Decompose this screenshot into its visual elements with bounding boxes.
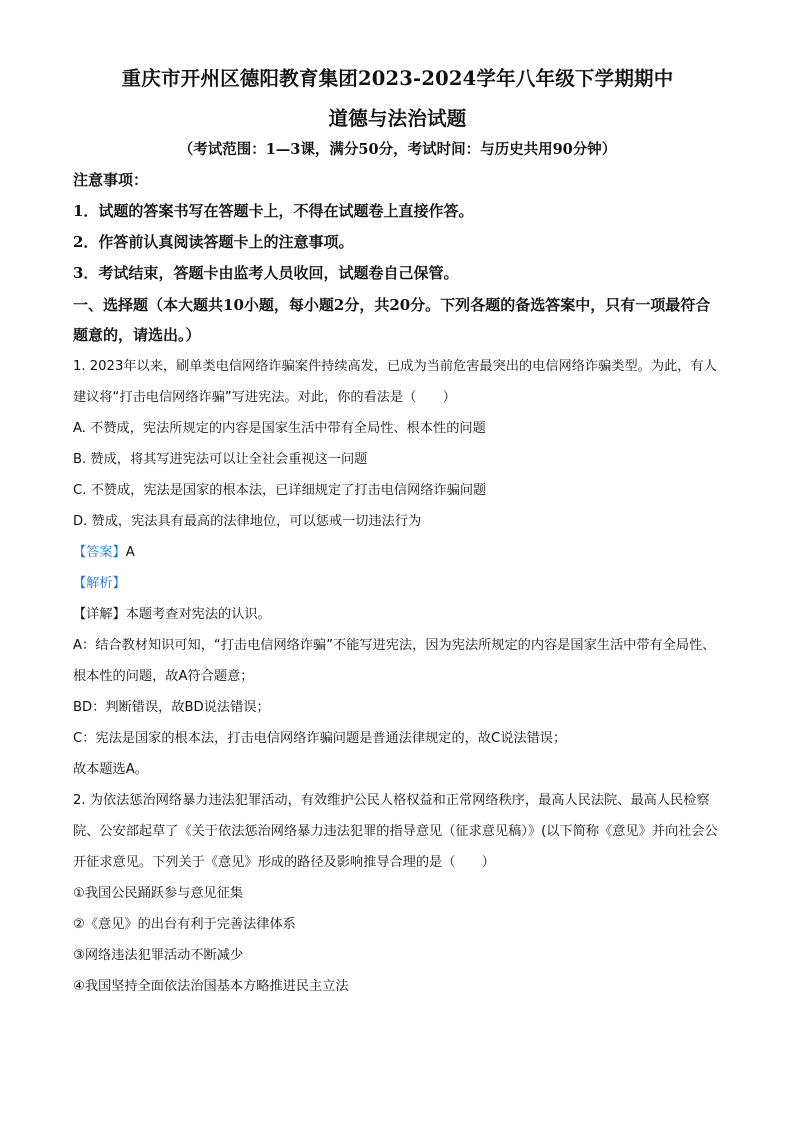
notice-heading: 注意事项：	[73, 171, 149, 189]
question-1-analysis	[73, 568, 722, 599]
exam-subtitle: （考试范围：1—3课，满分50分，考试时间：与历史共用90分钟）	[178, 141, 617, 158]
detail-intro: 本题考查对宪法的认识。	[125, 607, 271, 622]
detail-line: BD：判断错误，故BD说法错误；	[73, 700, 270, 715]
question-2-stem: 2. 为依法惩治网络暴力违法犯罪活动，有效维护公民人格权益和正常网络秩序，最高人民法院、最高人民检察院、公安部起草了《关于依法惩治网络暴力违法犯罪的指导意见（征求意见稿）》(以下简称《意见》并向社会公开征求意见。下列关于《意见》形成的路径及影响推导合理的是（ ）	[73, 793, 718, 870]
detail-line: 故本题选A。	[73, 762, 148, 777]
analysis-tag: 【解析】	[73, 576, 126, 591]
question-1-answer	[73, 537, 722, 568]
section-heading-choice: 一、选择题（本大题共10小题，每小题2分，共20分。下列各题的备选答案中，只有一项最符合题意的，请选出。）	[73, 296, 711, 344]
question-2-item: ①我国公民踊跃参与意见征集	[73, 886, 244, 901]
detail-line: C：宪法是国家的根本法，打击电信网络诈骗问题是普通法律规定的，故C说法错误；	[73, 731, 567, 746]
answer-value: A	[125, 545, 135, 560]
question-2-item: ③网络违法犯罪活动不断减少	[73, 948, 244, 963]
question-1-detail	[73, 599, 722, 630]
question-1-option-c: C. 不赞成，宪法是国家的根本法，已详细规定了打击电信网络诈骗问题	[73, 483, 487, 498]
answer-tag: 【答案】	[73, 545, 126, 560]
exam-title-line1: 重庆市开州区德阳教育集团2023-2024学年八年级下学期期中	[121, 67, 674, 90]
question-2-item: ②《意见》的出台有利于完善法律体系	[73, 917, 296, 932]
detail-line: A：结合教材知识可知，“打击电信网络诈骗”不能写进宪法，因为宪法所规定的内容是国家生活中带有全局性、根本性的问题，故A符合题意；	[73, 638, 716, 684]
question-2-item: ④我国坚持全面依法治国基本方略推进民主立法	[73, 979, 349, 994]
question-1-option-a: A. 不赞成，宪法所规定的内容是国家生活中带有全局性、根本性的问题	[73, 421, 486, 436]
question-1-option-d: D. 赞成，宪法具有最高的法律地位，可以惩戒一切违法行为	[73, 514, 422, 529]
exam-title-line2: 道德与法治试题	[328, 107, 467, 130]
detail-tag: 【详解】	[73, 607, 126, 622]
question-1-option-b: B. 赞成，将其写进宪法可以让全社会重视这一问题	[73, 452, 368, 467]
notice-item: 2．作答前认真阅读答题卡上的注意事项。	[73, 233, 354, 251]
notice-item: 1．试题的答案书写在答题卡上，不得在试题卷上直接作答。	[73, 202, 474, 220]
question-1-stem: 1. 2023年以来，刷单类电信网络诈骗案件持续高发，已成为当前危害最突出的电信网络诈骗类型。为此，有人建议将“打击电信网络诈骗”写进宪法。对此，你的看法是（ ）	[73, 359, 717, 405]
notice-item: 3．考试结束，答题卡由监考人员收回，试题卷自己保管。	[73, 264, 459, 282]
